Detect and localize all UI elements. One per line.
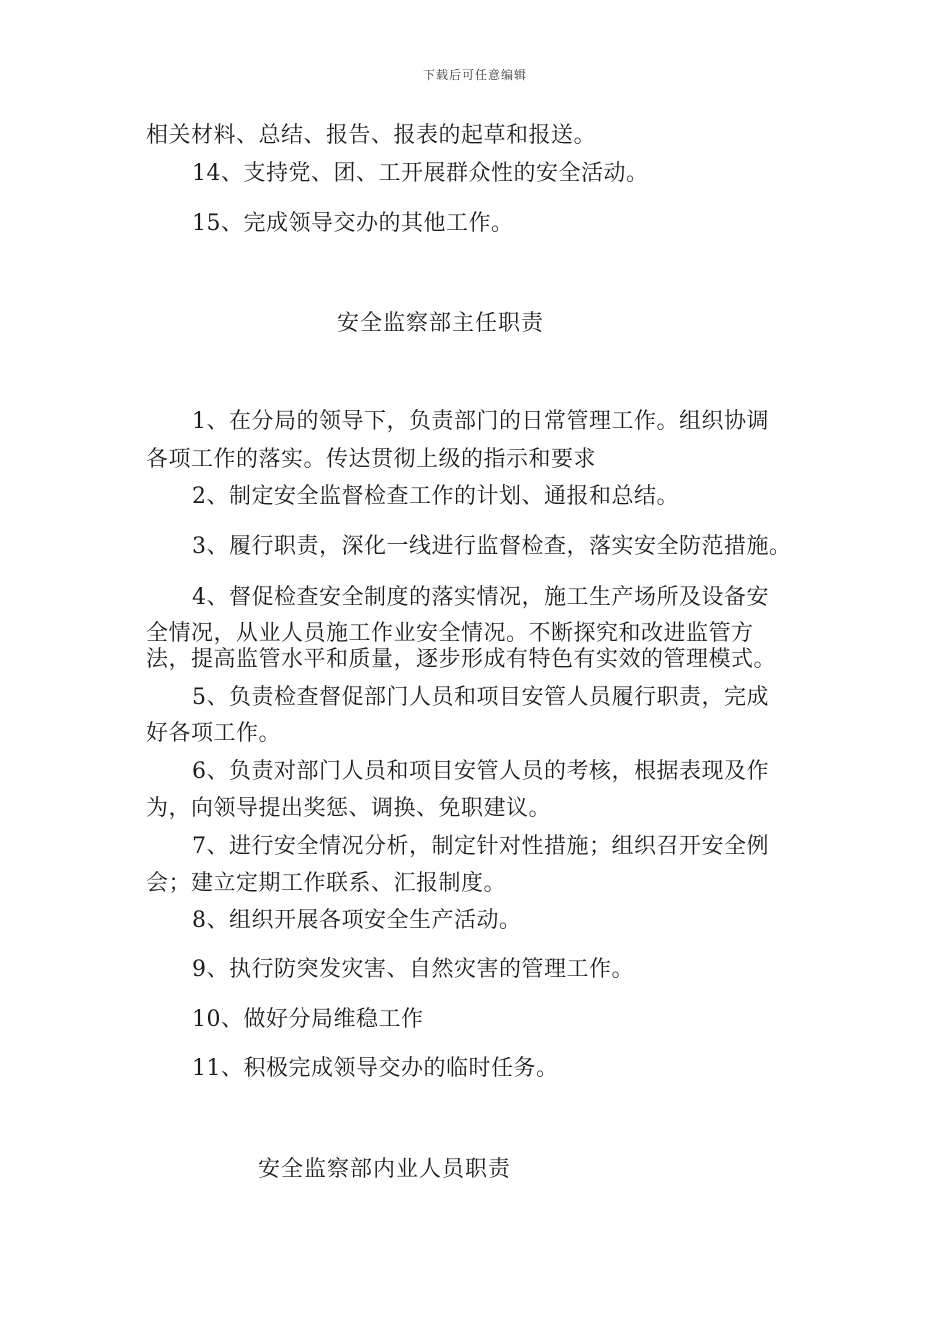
- list-item-1: 1、在分局的领导下，负责部门的日常管理工作。组织协调: [192, 409, 769, 434]
- section-title-internal-staff: 安全监察部内业人员职责: [258, 1157, 512, 1182]
- list-item-5: 5、负责检查督促部门人员和项目安管人员履行职责，完成: [192, 685, 769, 710]
- list-item-15: 15、完成领导交办的其他工作。: [192, 211, 514, 236]
- list-item-3: 3、履行职责，深化一线进行监督检查，落实安全防范措施。: [192, 534, 792, 559]
- list-item-9: 9、执行防突发灾害、自然灾害的管理工作。: [192, 957, 634, 982]
- paragraph-line: 各项工作的落实。传达贯彻上级的指示和要求: [146, 447, 597, 472]
- list-item-14: 14、支持党、团、工开展群众性的安全活动。: [192, 161, 649, 186]
- paragraph-line: 全情况，从业人员施工作业安全情况。不断探究和改进监管方: [146, 621, 754, 646]
- list-item-10: 10、做好分局维稳工作: [192, 1007, 424, 1032]
- paragraph-line: 法，提高监管水平和质量，逐步形成有特色有实效的管理模式。: [146, 647, 777, 672]
- paragraph-line: 好各项工作。: [146, 721, 282, 746]
- paragraph-line: 为，向领导提出奖惩、调换、免职建议。: [146, 796, 552, 821]
- list-item-4: 4、督促检查安全制度的落实情况，施工生产场所及设备安: [192, 585, 769, 610]
- section-title-director: 安全监察部主任职责: [337, 311, 545, 336]
- list-item-8: 8、组织开展各项安全生产活动。: [192, 908, 522, 933]
- list-item-6: 6、负责对部门人员和项目安管人员的考核，根据表现及作: [192, 759, 769, 784]
- paragraph-line: 相关材料、总结、报告、报表的起草和报送。: [146, 123, 597, 148]
- page-header: 下载后可任意编辑: [422, 68, 527, 82]
- paragraph-line: 会；建立定期工作联系、汇报制度。: [146, 871, 507, 896]
- list-item-11: 11、积极完成领导交办的临时任务。: [192, 1056, 559, 1081]
- list-item-7: 7、进行安全情况分析，制定针对性措施；组织召开安全例: [192, 834, 769, 859]
- list-item-2: 2、制定安全监督检查工作的计划、通报和总结。: [192, 484, 679, 509]
